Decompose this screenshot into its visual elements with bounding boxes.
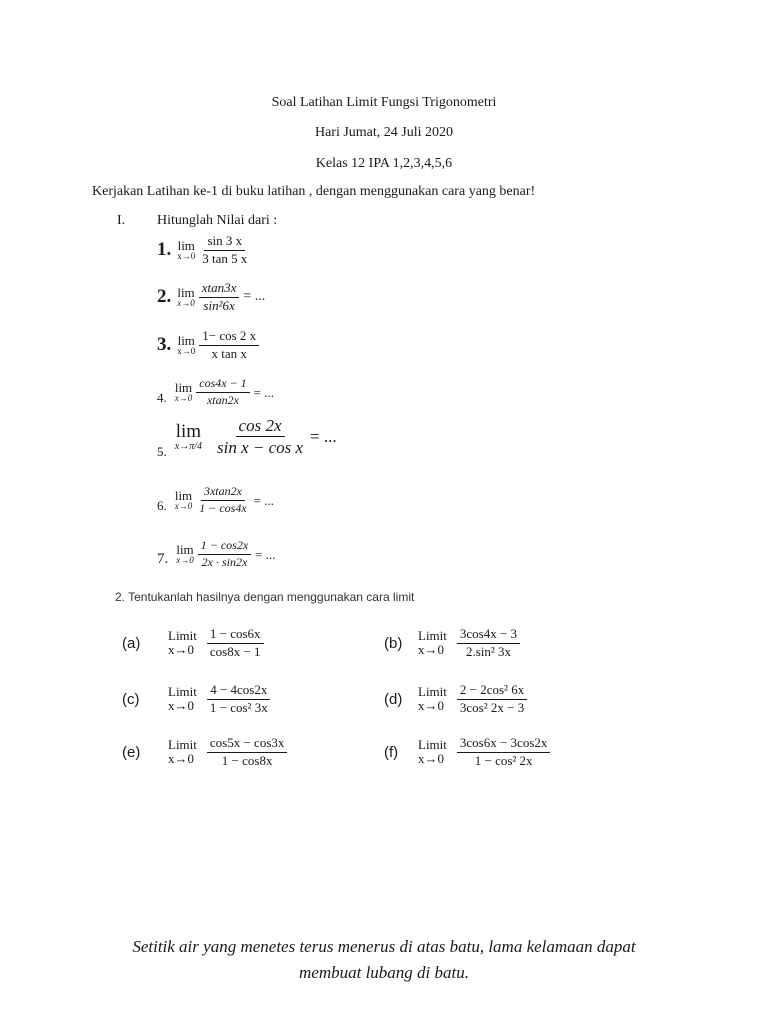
problem-7	[157, 532, 276, 570]
fraction: $\frac{4 - 4\cos 2x}{\text{1 − cos² 3x}}$	[207, 683, 271, 716]
problem-label: 1.	[157, 239, 172, 260]
problem-e	[122, 736, 287, 769]
fraction: $\frac{\sin 3 x}{3 \tan 5 x}$	[202, 232, 248, 266]
fraction: $\frac{\text{2 − 2cos² 6x}}{\text{3cos² 2x − 3}}$	[457, 683, 527, 716]
limit-operator: Limit x→0	[418, 737, 447, 767]
equals-ellipsis: = ...	[253, 384, 275, 400]
problem-a	[122, 627, 264, 660]
limit-operator: lim x→0	[174, 380, 193, 404]
section1-heading: Hitunglah Nilai dari :	[157, 213, 278, 228]
problem-label: 4.	[157, 390, 167, 405]
section2-heading: 2. Tentukanlah hasilnya dengan menggunakan cara limit	[115, 590, 415, 604]
fraction: $\frac{\cos 2x}{\text{sin x − cos x}}$	[216, 415, 304, 458]
equals-ellipsis: = ...	[253, 492, 275, 508]
limit-operator: Limit x→0	[418, 628, 447, 658]
limit-operator: lim x→0	[177, 332, 196, 356]
limit-operator: lim x→0	[177, 284, 195, 308]
problem-d	[384, 683, 527, 716]
problem-b	[384, 627, 520, 660]
limit-operator: Limit x→0	[168, 737, 197, 767]
equals-ellipsis: = ...	[243, 289, 266, 304]
limit-operator: lim x→0	[176, 542, 194, 566]
document-title: Soal Latihan Limit Fungsi Trigonometri	[271, 95, 497, 110]
fraction: $\frac{1 - \cos 6x}{\cos 8x - 1}$	[207, 627, 264, 660]
fraction: $\frac{3\cos 6x - 3\cos 2x}{\text{1 − cos² 2x}}$	[457, 736, 551, 769]
fraction: $\frac{1 - \cos 2x}{2x \cdot \sin 2x}$	[198, 539, 251, 570]
limit-operator: Limit x→0	[418, 684, 447, 714]
limit-operator: Limit x→0	[168, 628, 197, 658]
problem-3	[157, 327, 259, 363]
document-date: Hari Jumat, 24 Juli 2020	[314, 125, 454, 140]
fraction: $\frac{\cos 5x - \cos 3x}{1 - \cos 8x}$	[207, 736, 288, 769]
problem-f	[384, 736, 550, 769]
equals-ellipsis: = ...	[255, 546, 276, 562]
problem-5	[157, 406, 337, 462]
problem-label: (c)	[122, 690, 140, 708]
fraction: $\frac{1- \cos 2 x}{\text{x tan x}}$	[199, 329, 259, 362]
problem-label: 3.	[157, 334, 172, 355]
problem-label: (e)	[122, 743, 141, 761]
problem-label: 6.	[157, 498, 167, 513]
instruction-text: Kerjakan Latihan ke-1 di buku latihan , dengan menggunakan cara yang benar!	[92, 184, 536, 199]
problem-label: 7.	[157, 551, 169, 567]
fraction: $\frac{\cos 4x - 1}{xtan2x}$	[196, 377, 249, 408]
closing-quote	[0, 934, 768, 985]
document-class: Kelas 12 IPA 1,2,3,4,5,6	[315, 156, 453, 171]
problem-2	[157, 279, 265, 315]
problem-1	[157, 232, 250, 268]
quote-line-1: Setitik air yang menetes terus menerus di atas batu, lama kelamaan dapat	[132, 937, 636, 956]
equals-ellipsis: = ...	[310, 426, 337, 446]
problem-label: (b)	[384, 634, 403, 652]
section1-numeral: I.	[117, 213, 126, 228]
problem-6	[157, 478, 274, 516]
fraction: $\frac{3xtan2x}{1 - \cos 4x}$	[199, 484, 247, 516]
limit-operator: lim x→π/4	[174, 420, 202, 452]
limit-operator: lim x→0	[177, 237, 196, 261]
problem-label: (a)	[122, 634, 141, 652]
problem-c	[122, 683, 271, 716]
problem-label: (d)	[384, 690, 403, 708]
fraction: $\frac{xtan3x}{\text{sin²6x}}$	[199, 281, 240, 314]
quote-line-2: membuat lubang di batu.	[299, 962, 469, 982]
limit-operator: Limit x→0	[168, 684, 197, 714]
problem-label: 2.	[157, 286, 172, 307]
problem-label: (f)	[384, 743, 399, 761]
problem-4	[157, 372, 274, 408]
limit-operator: lim x→0	[174, 488, 193, 512]
problem-label: 5.	[157, 444, 167, 459]
fraction: $\frac{3\cos 4x - 3}{\text{2.sin² 3x}}$	[457, 627, 520, 660]
